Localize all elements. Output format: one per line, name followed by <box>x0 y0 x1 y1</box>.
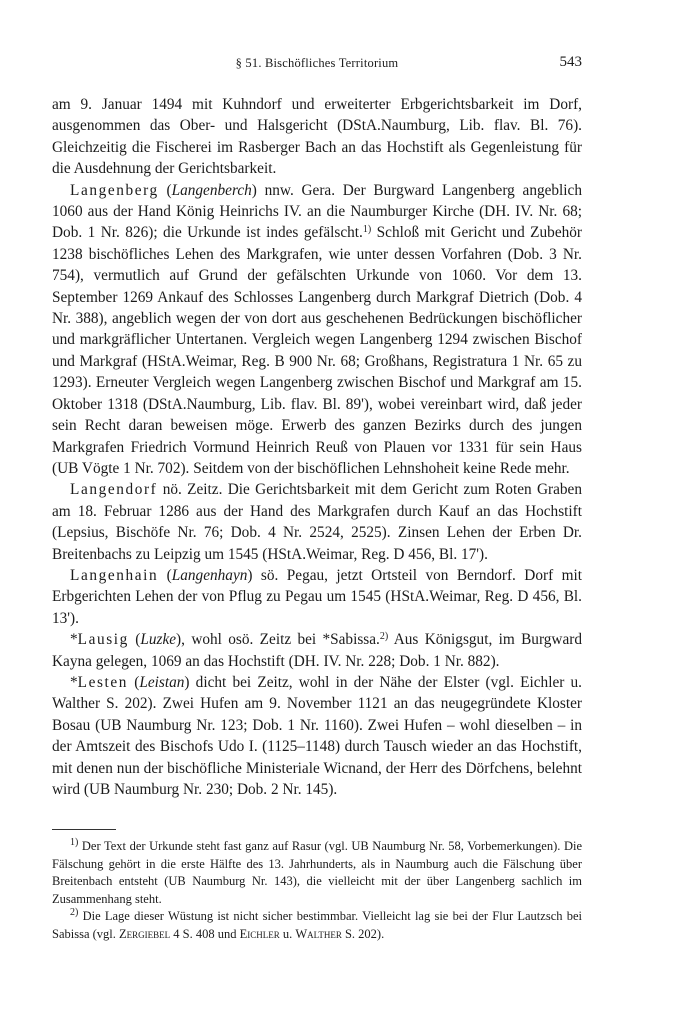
footnote-separator <box>52 829 116 830</box>
entry-text: nnw. Gera. Der Burgward Langenberg angeblich 1060 aus der Hand König Heinrichs IV. an die Naumburger Kirche (DH. IV. Nr. 68; Dob. 1 Nr. 826); die Urkunde ist indes gefälscht. <box>52 181 582 242</box>
main-text <box>52 94 582 800</box>
footnote-text: u. <box>279 926 296 941</box>
page-number: 543 <box>559 54 582 70</box>
entry-name: Langendorf <box>70 481 158 499</box>
entry-langenhain: Langenhain (Langenhayn) sö. Pegau, jetzt Ortsteil von Berndorf. Dorf mit Erbgerichten Lehen der von Pflug zu Pegau um 1545 (HStA.Weimar, Reg. D 456, Bl. 13'). <box>52 566 583 627</box>
entry-langenberg: Langenberg (Langenberch) nnw. Gera. Der Burgward Langenberg angeblich 1060 aus der Hand König Heinrichs IV. an die Naumburger Kirche (DH. IV. Nr. 68; Dob. 1 Nr. 826); die Urkunde ist indes gefälscht.$^{1)}$ Schloß mit Gericht und Zubehör 1238 bischöfliches Lehen des Markgrafen, wie unter dessen Vorfahren (Dob. 3 Nr. 754), vermutlich auf Grund der gefälschten Urkunde von 1060. Vor dem 13. September 1269 Ankauf des Schlosses Langenberg durch Markgraf Dietrich (Dob. 4 Nr. 388), angeblich wegen der von dort aus geschehenen Bedrückungen bischöflicher und markgräflicher Untertanen. Vergleich wegen Langenberg 1294 zwischen Bischof und Markgraf (HStA.Weimar, Reg. B 900 Nr. 68; Großhans, Registratura 1 Nr. 65 zu 1293). Erneuter Vergleich wegen Langenberg zwischen Bischof und Markgraf am 15. Oktober 1318 (DStA.Naumburg, Lib. flav. Bl. 89'), wobei vereinbart wird, daß jeder sein Recht daran beweisen möge. Erwerb des ganzen Bezirks durch des jungen Markgrafen Friedrich Vormund Heinrich Reuß von Plauen vor 1331 für sein Haus (UB Vögte 1 Nr. 702). Seitdem von der bischöflichen Lehnshoheit keine Rede mehr. <box>52 181 582 477</box>
lost-place-marker: * <box>70 631 78 649</box>
author-name: Zergiebel <box>119 926 171 941</box>
lost-place-marker: * <box>70 673 78 691</box>
footnote-text: Die Lage dieser Wüstung ist nicht sicher bestimmbar. Vielleicht lag sie bei der Flur Lautzsch bei Sabissa (vgl. <box>52 909 582 941</box>
entry-text: Schloß mit Gericht und Zubehör 1238 bischöfliches Lehen des Markgrafen, wie unter dessen Vorfahren (Dob. 3 Nr. 754), vermutlich auf Grund der gefälschten Urkunde von 1060. Vor dem 13. September 1269 Ankauf des Schlosses Langenberg durch Markgraf Dietrich (Dob. 4 Nr. 388), angeblich wegen der von dort aus geschehenen Bedrückungen bischöflicher und markgräflicher Untertanen. Vergleich wegen Langenberg 1294 zwischen Bischof und Markgraf (HStA.Weimar, Reg. B 900 Nr. 68; Großhans, Registratura 1 Nr. 65 zu 1293). Erneuter Vergleich wegen Langenberg zwischen Bischof und Markgraf am 15. Oktober 1318 (DStA.Naumburg, Lib. flav. Bl. 89'), wobei vereinbart wird, daß jeder sein Recht daran beweisen möge. Erwerb des ganzen Bezirks durch des jungen Markgrafen Friedrich Vormund Heinrich Reuß von Plauen vor 1331 für sein Haus (UB Vögte 1 Nr. 702). Seitdem von der bischöflichen Lehnshoheit keine Rede mehr. <box>52 224 582 477</box>
entry-lesten: *Lesten (Leistan) dicht bei Zeitz, wohl in der Nähe der Elster (vgl. Eichler u. Walther S. 202). Zwei Hufen am 9. November 1121 an das neugegründete Kloster Bosau (UB Naumburg Nr. 123; Dob. 1 Nr. 1160). Zwei Hufen – wohl dieselben – in der Amtszeit des Bischofs Udo I. (1125–1148) durch Tausch wieder an das Hochstift, mit denen nun der bischöfliche Ministeriale Wicnand, der Herr des Dörfchens, belehnt wird (UB Naumburg Nr. 230; Dob. 2 Nr. 145). <box>52 673 582 798</box>
entry-variant: Leistan <box>139 673 185 691</box>
footnote-1 <box>52 838 582 908</box>
entry-text: Aus Königsgut, im Burgward Kayna gelegen, 1069 an das Hochstift (DH. IV. Nr. 228; Dob. 1 Nr. 882). <box>52 631 583 670</box>
entry-text: nö. Zeitz. Die Gerichtsbarkeit mit dem Gericht zum Roten Graben am 18. Februar 1286 aus der Hand des Markgrafen durch Kauf an das Hochstift (Lepsius, Bischöfe Nr. 76; Dob. 4 Nr. 2524, 2525). Zinsen Lehen der Erben Dr. Breitenbachs zu Leipzig um 1545 (HStA.Weimar, Reg. D 456, Bl. 17'). <box>52 481 582 563</box>
entry-name: Langenhain <box>70 566 159 584</box>
entry-text: dicht bei Zeitz, wohl in der Nähe der Elster (vgl. Eichler u. Walther S. 202). Zwei Hufen am 9. November 1121 an das neugegründete Kloster Bosau (UB Naumburg Nr. 123; Dob. 1 Nr. 1160). Zwei Hufen – wohl dieselben – in der Amtszeit des Bischofs Udo I. (1125–1148) durch Tausch wieder an das Hochstift, mit denen nun der bischöfliche Ministeriale Wicnand, der Herr des Dörfchens, belehnt wird (UB Naumburg Nr. 230; Dob. 2 Nr. 145). <box>52 673 582 798</box>
footnotes <box>52 838 582 943</box>
entry-name: Langenberg <box>70 181 159 199</box>
footnote-marker: 2) <box>70 907 79 918</box>
entry-variant: Langenhayn <box>171 566 248 584</box>
entry-name: Lausig <box>77 631 129 649</box>
entry-variant: Langenberch <box>171 181 252 199</box>
footnote-text: 4 S. 408 und <box>170 926 240 941</box>
entry-text: , wohl osö. Zeitz bei *Sabissa. <box>181 631 380 649</box>
footnote-text: S. 202). <box>341 926 385 941</box>
page-header <box>52 54 582 76</box>
footnote-marker: 1) <box>70 837 79 848</box>
entry-variant: Luzke <box>140 631 177 649</box>
running-head: § 51. Bischöfliches Territorium <box>235 56 399 70</box>
footnote-2 <box>52 908 582 943</box>
paragraph-continuation: am 9. Januar 1494 mit Kuhndorf und erweiterter Erbgerichtsbarkeit im Dorf, ausgenommen das Ober- und Halsgericht (DStA.Naumburg, Lib. flav. Bl. 76). Gleichzeitig die Fischerei im Rasberger Bach an das Hochstift als Gegenleistung für die Ausdehnung der Gerichtsbarkeit. <box>52 96 582 178</box>
entry-name: Lesten <box>77 673 129 691</box>
entry-text: sö. Pegau, jetzt Ortsteil von Berndorf. Dorf mit Erbgerichten Lehen der von Pflug zu Pegau um 1545 (HStA.Weimar, Reg. D 456, Bl. 13'). <box>52 566 583 627</box>
author-name: Walther <box>295 926 342 941</box>
author-name: Eichler <box>239 926 280 941</box>
entry-langendorf <box>52 479 582 565</box>
footnote-ref: 2) <box>379 631 389 643</box>
footnote-text: Der Text der Urkunde steht fast ganz auf Rasur (vgl. UB Naumburg Nr. 58, Vorbemerkungen). Die Fälschung gehört in die erste Hälfte des 13. Jahrhunderts, als in Naumburg auch die Fälschung über Breitenbach entsteht (UB Naumburg Nr. 143), die vielleicht mit der über Langenberg sachlich im Zusammenhang steht. <box>52 839 582 906</box>
footnote-ref: 1) <box>362 224 372 236</box>
entry-lausig: *Lausig (Luzke), wohl osö. Zeitz bei *Sabissa.$^{2)}$ Aus Königsgut, im Burgward Kayna gelegen, 1069 an das Hochstift (DH. IV. Nr. 228; Dob. 1 Nr. 882). <box>52 631 583 670</box>
